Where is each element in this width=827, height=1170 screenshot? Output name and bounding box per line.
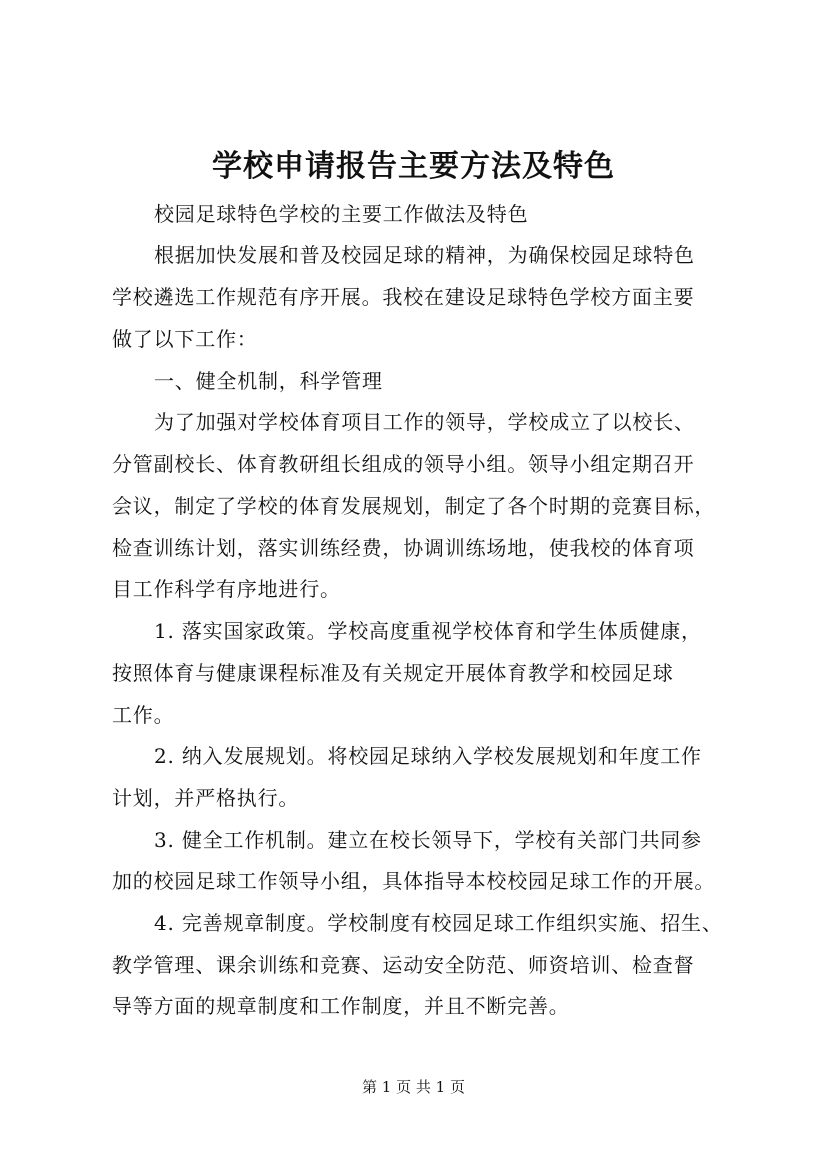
paragraph-line: 为了加强对学校体育项目工作的领导，学校成立了以校长、: [154, 410, 695, 434]
paragraph-line: 做了以下工作：: [112, 327, 258, 351]
subtitle-line: 校园足球特色学校的主要工作做法及特色: [154, 202, 529, 226]
document-title: 学校申请报告主要方法及特色: [212, 149, 615, 184]
paragraph-line: 检查训练计划，落实训练经费，协调训练场地，使我校的体育项: [112, 536, 695, 560]
paragraph-line: 分管副校长、体育教研组长组成的领导小组。领导小组定期召开: [112, 452, 695, 476]
paragraph-line: 目工作科学有序地进行。: [112, 577, 341, 601]
list-item-line: 导等方面的规章制度和工作制度，并且不断完善。: [112, 994, 570, 1018]
list-item-line: 按照体育与健康课程标准及有关规定开展体育教学和校园足球: [112, 661, 674, 685]
list-item-line: 教学管理、课余训练和竞赛、运动安全防范、师资培训、检查督: [112, 953, 695, 977]
page-number-footer: 第 1 页 共 1 页: [362, 1078, 465, 1096]
list-item-line: 3. 健全工作机制。建立在校长领导下，学校有关部门共同参: [154, 828, 702, 852]
list-item-line: 加的校园足球工作领导小组，具体指导本校校园足球工作的开展。: [112, 869, 716, 893]
list-item-line: 计划，并严格执行。: [112, 786, 300, 810]
list-item-line: 2. 纳入发展规划。将校园足球纳入学校发展规划和年度工作: [154, 744, 702, 768]
list-item-line: 4. 完善规章制度。学校制度有校园足球工作组织实施、招生、: [154, 911, 723, 935]
list-item-line: 1. 落实国家政策。学校高度重视学校体育和学生体质健康，: [154, 619, 702, 643]
paragraph-line: 会议，制定了学校的体育发展规划，制定了各个时期的竞赛目标，: [112, 494, 716, 518]
list-item-line: 工作。: [112, 703, 175, 727]
paragraph-line: 根据加快发展和普及校园足球的精神，为确保校园足球特色: [154, 243, 695, 267]
paragraph-line: 学校遴选工作规范有序开展。我校在建设足球特色学校方面主要: [112, 285, 695, 309]
section-heading: 一、健全机制，科学管理: [154, 369, 383, 393]
